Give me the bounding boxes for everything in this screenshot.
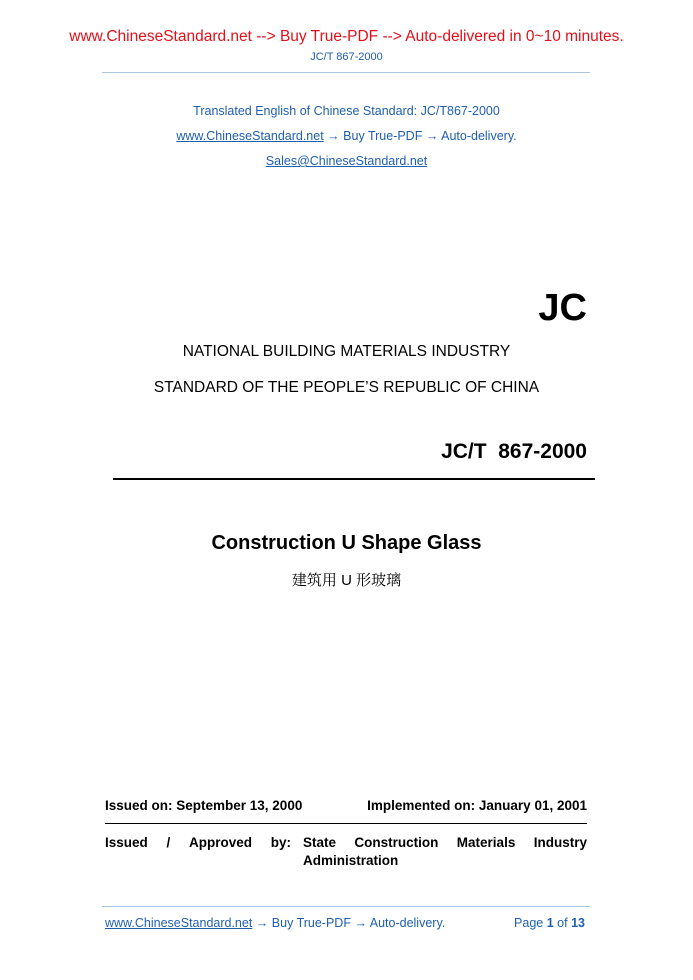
header-doc-id: JC/T 867-2000: [310, 51, 383, 63]
implemented-date: Implemented on: January 01, 2001: [367, 798, 587, 813]
page-label: Page: [514, 916, 544, 930]
site-link[interactable]: www.ChineseStandard.net: [176, 129, 324, 143]
industry-line-2: STANDARD OF THE PEOPLE’S REPUBLIC OF CHINA: [153, 379, 540, 396]
email-link[interactable]: Sales@ChineseStandard.net: [265, 154, 428, 168]
industry-line-1: NATIONAL BUILDING MATERIALS INDUSTRY: [182, 343, 511, 360]
email-line: [0, 154, 693, 168]
page-indicator: [514, 916, 585, 930]
issuer-org-line-2: Administration: [303, 853, 399, 868]
delivery-text: Auto-delivery.: [441, 129, 517, 143]
page-number: 1: [546, 916, 554, 930]
header-banner[interactable]: www.ChineseStandard.net --> Buy True-PDF --> Auto-delivered in 0~10 minutes.: [69, 28, 624, 45]
arrow-right-icon: →: [425, 129, 439, 143]
arrow-right-icon: →: [354, 916, 367, 930]
issuer-label: [105, 835, 291, 850]
arrow-right-icon: →: [255, 916, 269, 930]
footer-buy-text: Buy True-PDF: [271, 916, 351, 930]
issued-date: Issued on: September 13, 2000: [105, 798, 303, 813]
title-english: Construction U Shape Glass: [211, 532, 482, 554]
issuer-word: by:: [270, 835, 291, 850]
footer-site-link[interactable]: www.ChineseStandard.net: [105, 916, 253, 930]
total-pages: 13: [571, 916, 585, 930]
issuer-word: Issued: [105, 835, 148, 850]
footer-divider: [102, 906, 590, 907]
arrow-right-icon: →: [327, 129, 340, 143]
footer-delivery-text: Auto-delivery.: [369, 916, 446, 930]
header-divider: [102, 72, 590, 73]
translated-line: Translated English of Chinese Standard: JC/T867-2000: [193, 104, 500, 118]
footer-links: [105, 916, 445, 930]
org-word: Industry: [533, 835, 587, 850]
issuer-word: /: [166, 835, 171, 850]
org-word: State: [303, 835, 337, 850]
standard-number: JC/T 867-2000: [441, 440, 587, 463]
standard-rule: [113, 478, 595, 480]
issuer-org-line-1: [303, 835, 587, 850]
title-chinese: 建筑用 U 形玻璃: [291, 572, 402, 589]
org-word: Materials: [456, 835, 516, 850]
of-label: of: [557, 916, 568, 930]
org-word: Construction: [354, 835, 439, 850]
logo-code: JC: [538, 287, 587, 329]
issuer-word: Approved: [188, 835, 252, 850]
buy-text: Buy True-PDF: [343, 129, 423, 143]
dates-rule: [105, 823, 587, 824]
intro-link-line: [0, 129, 693, 143]
